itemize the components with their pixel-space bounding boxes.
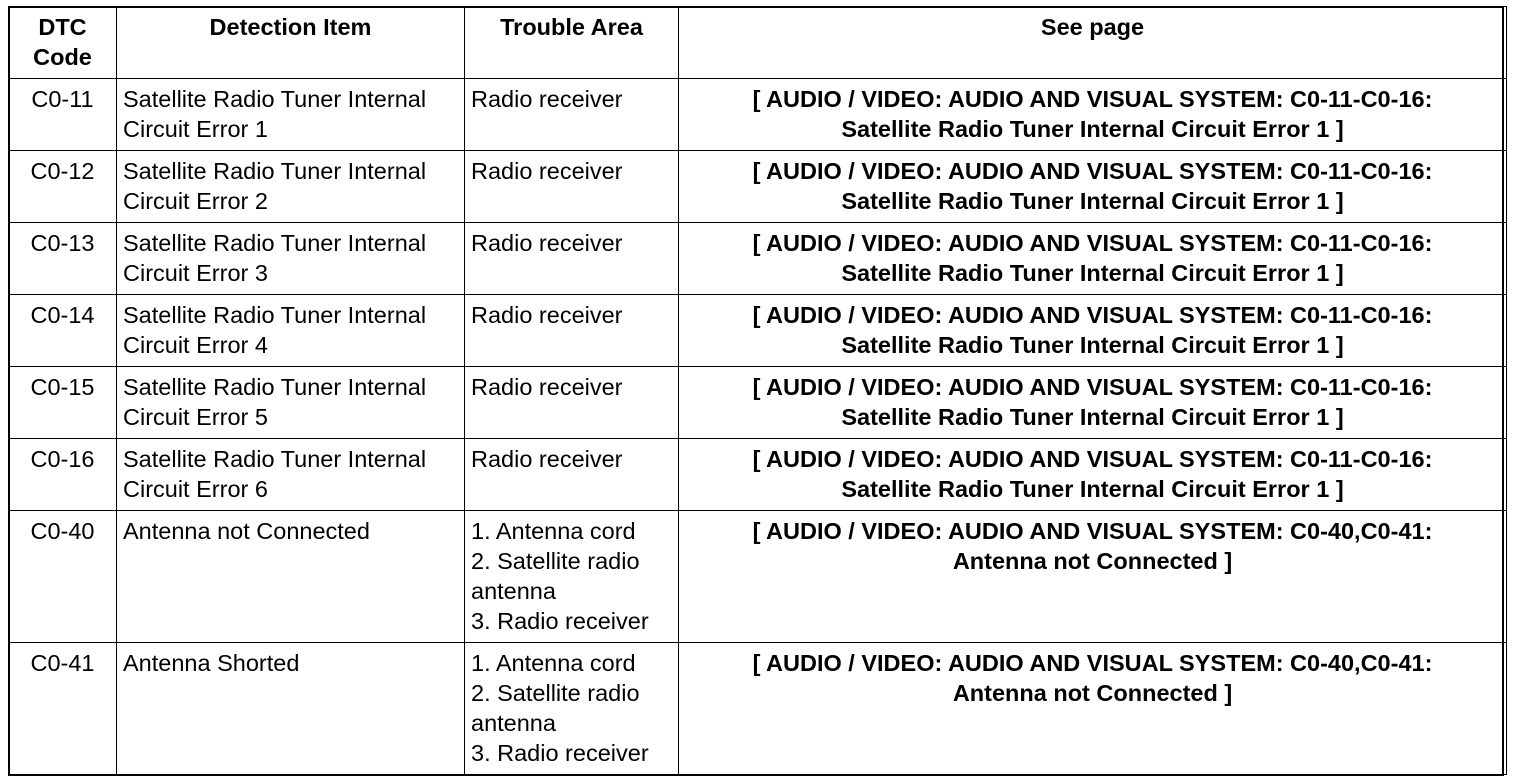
see-page-link[interactable]: [ AUDIO / VIDEO: AUDIO AND VISUAL SYSTEM: C0-11-C0-16: Satellite Radio Tuner Internal Circuit Error 1 ] (679, 367, 1507, 439)
dtc-code-cell: C0-40 (9, 511, 117, 643)
trouble-area-cell: Radio receiver (465, 439, 679, 511)
trouble-area-cell: Radio receiver (465, 223, 679, 295)
detection-item-cell: Satellite Radio Tuner Internal Circuit Error 2 (117, 151, 465, 223)
table-row (9, 643, 1507, 775)
see-page-link[interactable]: [ AUDIO / VIDEO: AUDIO AND VISUAL SYSTEM: C0-11-C0-16: Satellite Radio Tuner Internal Circuit Error 1 ] (679, 223, 1507, 295)
trouble-area-cell: 1. Antenna cord 2. Satellite radio antenna 3. Radio receiver (465, 643, 679, 775)
trouble-area-cell: Radio receiver (465, 151, 679, 223)
header-row (9, 7, 1507, 79)
see-page-link[interactable]: [ AUDIO / VIDEO: AUDIO AND VISUAL SYSTEM: C0-11-C0-16: Satellite Radio Tuner Internal Circuit Error 1 ] (679, 79, 1507, 151)
trouble-area-cell: 1. Antenna cord 2. Satellite radio antenna 3. Radio receiver (465, 511, 679, 643)
header-dtc-code: DTC Code (9, 7, 117, 79)
trouble-area-cell: Radio receiver (465, 79, 679, 151)
detection-item-cell: Satellite Radio Tuner Internal Circuit Error 3 (117, 223, 465, 295)
detection-item-cell: Satellite Radio Tuner Internal Circuit Error 4 (117, 295, 465, 367)
header-see-page: See page (679, 7, 1507, 79)
detection-item-cell: Satellite Radio Tuner Internal Circuit Error 1 (117, 79, 465, 151)
table-row (9, 79, 1507, 151)
trouble-area-cell: Radio receiver (465, 295, 679, 367)
dtc-code-cell: C0-13 (9, 223, 117, 295)
detection-item-cell: Antenna not Connected (117, 511, 465, 643)
see-page-link[interactable]: [ AUDIO / VIDEO: AUDIO AND VISUAL SYSTEM: C0-11-C0-16: Satellite Radio Tuner Internal Circuit Error 1 ] (679, 151, 1507, 223)
see-page-link[interactable]: [ AUDIO / VIDEO: AUDIO AND VISUAL SYSTEM: C0-11-C0-16: Satellite Radio Tuner Internal Circuit Error 1 ] (679, 439, 1507, 511)
dtc-code-cell: C0-16 (9, 439, 117, 511)
detection-item-cell: Antenna Shorted (117, 643, 465, 775)
table-row (9, 439, 1507, 511)
see-page-link[interactable]: [ AUDIO / VIDEO: AUDIO AND VISUAL SYSTEM: C0-40,C0-41: Antenna not Connected ] (679, 643, 1507, 775)
header-trouble-area: Trouble Area (465, 7, 679, 79)
detection-item-cell: Satellite Radio Tuner Internal Circuit Error 6 (117, 439, 465, 511)
table-row (9, 367, 1507, 439)
see-page-link[interactable]: [ AUDIO / VIDEO: AUDIO AND VISUAL SYSTEM: C0-40,C0-41: Antenna not Connected ] (679, 511, 1507, 643)
dtc-code-cell: C0-15 (9, 367, 117, 439)
dtc-table (8, 6, 1507, 775)
dtc-code-cell: C0-11 (9, 79, 117, 151)
table-row (9, 511, 1507, 643)
dtc-code-cell: C0-41 (9, 643, 117, 775)
dtc-code-cell: C0-12 (9, 151, 117, 223)
header-detection-item: Detection Item (117, 7, 465, 79)
see-page-link[interactable]: [ AUDIO / VIDEO: AUDIO AND VISUAL SYSTEM: C0-11-C0-16: Satellite Radio Tuner Internal Circuit Error 1 ] (679, 295, 1507, 367)
table-row (9, 223, 1507, 295)
trouble-area-cell: Radio receiver (465, 367, 679, 439)
detection-item-cell: Satellite Radio Tuner Internal Circuit Error 5 (117, 367, 465, 439)
table-row (9, 151, 1507, 223)
table-row (9, 295, 1507, 367)
dtc-code-cell: C0-14 (9, 295, 117, 367)
